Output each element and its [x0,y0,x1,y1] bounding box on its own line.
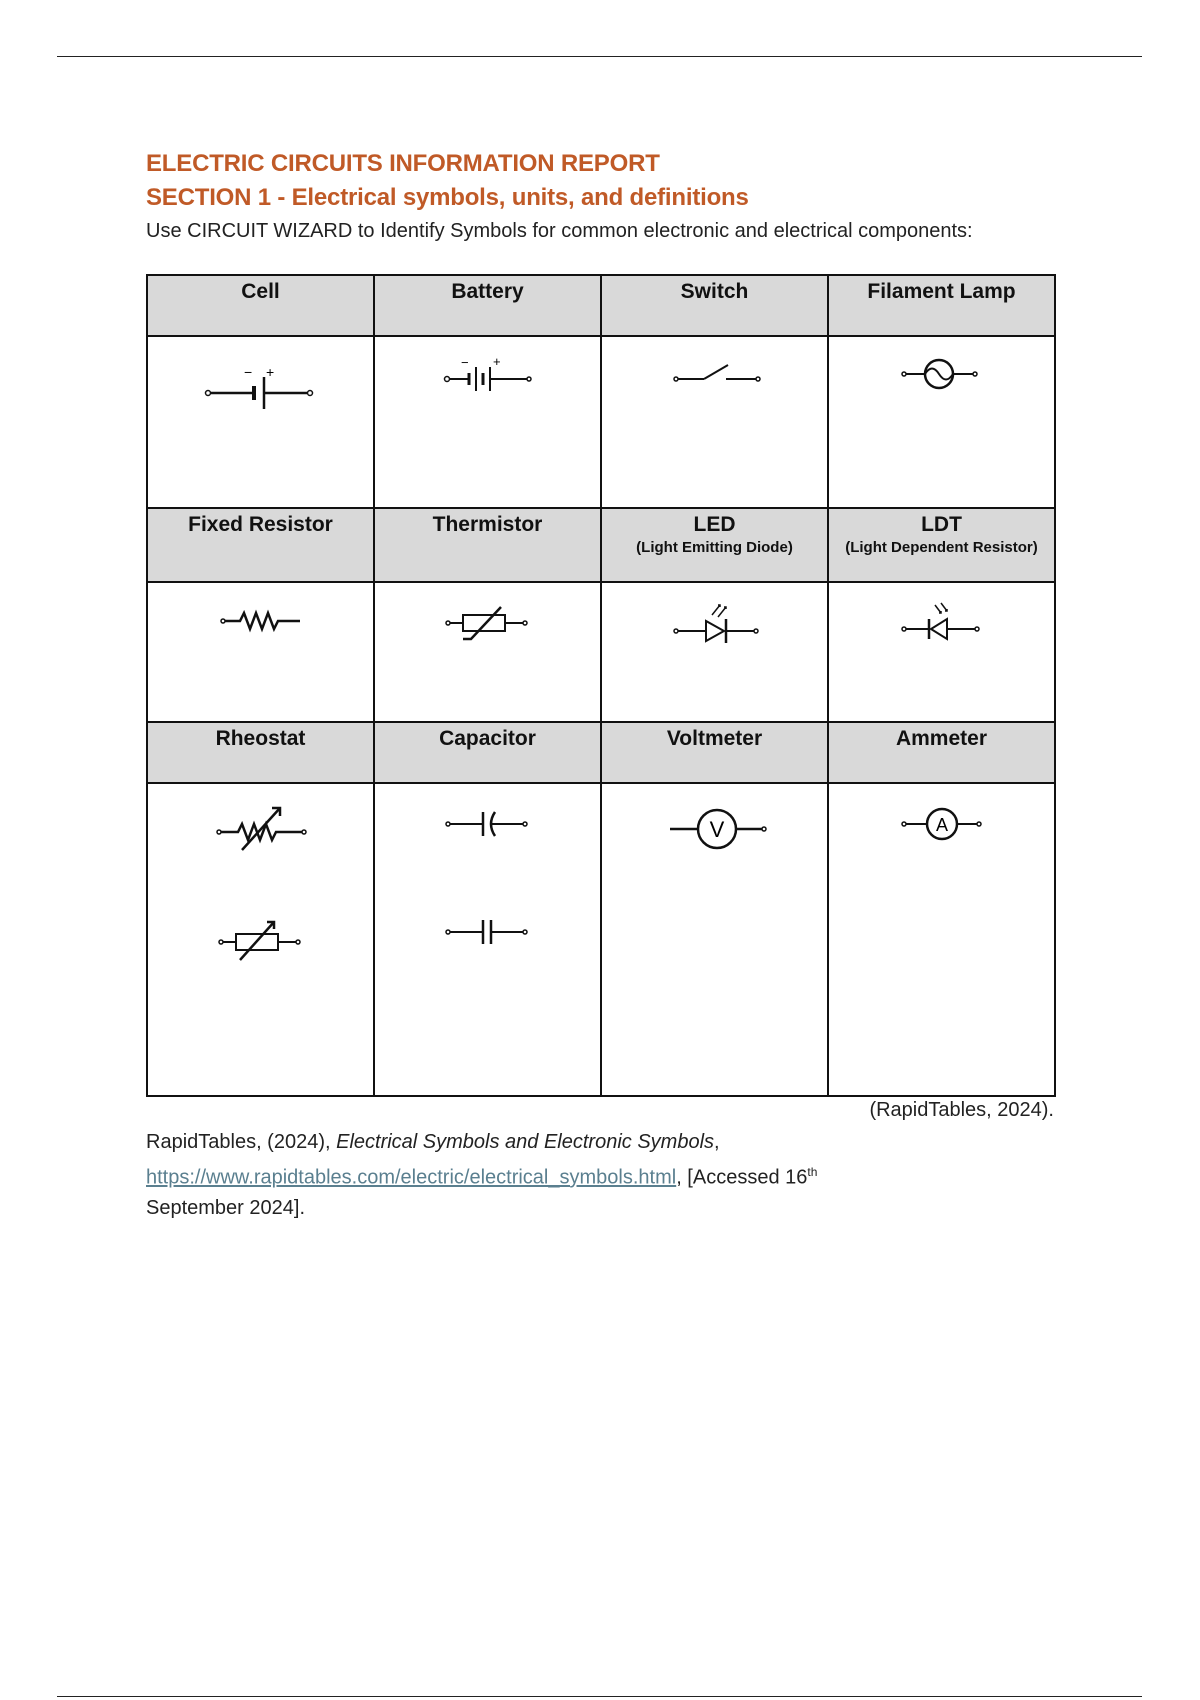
header-filament-lamp [828,275,1055,336]
section-title: SECTION 1 - Electrical symbols, units, and definitions [146,184,749,211]
header-thermistor [374,508,601,582]
cell-symbol-box [147,336,374,508]
reference-entry [146,1127,1026,1223]
label-led-sub: (Light Emitting Diode) [636,539,793,556]
thermistor-symbol-icon [445,603,529,643]
label-thermistor: Thermistor [432,513,543,536]
header-rheostat [147,722,374,783]
voltmeter-letter: V [709,817,725,842]
header-rule [57,56,1142,57]
header-switch [601,275,828,336]
voltmeter-symbol-icon [668,804,768,854]
thermistor-symbol-box [374,582,601,722]
reference-accessed-end: September 2024]. [146,1196,305,1219]
resistor-symbol-box [147,582,374,722]
header-voltmeter [601,722,828,783]
label-cell: Cell [241,280,280,303]
label-voltmeter: Voltmeter [666,727,763,750]
battery-symbol-icon [443,355,533,395]
switch-symbol-box [601,336,828,508]
capacitor-symbol-icon [445,916,529,948]
reference-accessed: , [Accessed 16 [676,1166,808,1189]
reference-url-link[interactable]: https://www.rapidtables.com/electric/electrical_symbols.html [146,1166,677,1189]
header-led [601,508,828,582]
ammeter-symbol-icon [901,804,985,844]
label-battery: Battery [451,280,524,303]
footer-rule [57,1696,1142,1697]
label-rheostat: Rheostat [215,727,306,750]
header-ammeter [828,722,1055,783]
reference-author-year: RapidTables, (2024), [146,1131,337,1153]
report-title: ELECTRIC CIRCUITS INFORMATION REPORT [146,150,660,177]
rheostat-box-symbol-icon [218,918,302,962]
label-fixed-resistor: Fixed Resistor [188,513,333,536]
label-ldt-sub: (Light Dependent Resistor) [845,539,1038,556]
voltmeter-symbol-box [601,783,828,1096]
reference-accessed-sup: th [807,1165,818,1179]
header-capacitor [374,722,601,783]
label-led: LED [693,513,736,536]
battery-minus-sign: − [461,355,469,370]
lamp-symbol-box [828,336,1055,508]
cell-plus-sign: + [266,364,275,380]
rheostat-zigzag-symbol-icon [216,802,308,852]
battery-symbol-box [374,336,601,508]
cell-minus-sign: − [244,364,253,380]
header-cell [147,275,374,336]
label-ammeter: Ammeter [895,727,988,750]
led-symbol-icon [672,599,762,649]
reference-title: Electrical Symbols and Electronic Symbols [336,1131,715,1153]
header-fixed-resistor [147,508,374,582]
header-battery [374,275,601,336]
symbols-table [146,274,1056,1097]
ammeter-letter: A [935,815,949,835]
filament-lamp-symbol-icon [901,355,981,395]
ldt-symbol-box [828,582,1055,722]
label-ldt: LDT [921,513,962,536]
fixed-resistor-symbol-icon [220,609,304,633]
cell-symbol-icon [204,363,316,413]
led-symbol-box [601,582,828,722]
rheostat-symbol-box [147,783,374,1096]
battery-plus-sign: + [493,355,501,369]
label-switch: Switch [680,280,749,303]
reference-comma: , [714,1131,720,1153]
label-capacitor: Capacitor [439,727,536,750]
ammeter-symbol-box [828,783,1055,1096]
capacitor-polarised-symbol-icon [445,808,529,840]
ldt-symbol-icon [901,599,985,649]
intro-text: Use CIRCUIT WIZARD to Identify Symbols for common electronic and electrical components: [146,220,973,242]
switch-symbol-icon [672,359,762,389]
inline-citation: (RapidTables, 2024). [869,1099,1054,1121]
label-filament-lamp: Filament Lamp [867,280,1016,303]
header-ldt [828,508,1055,582]
capacitor-symbol-box [374,783,601,1096]
